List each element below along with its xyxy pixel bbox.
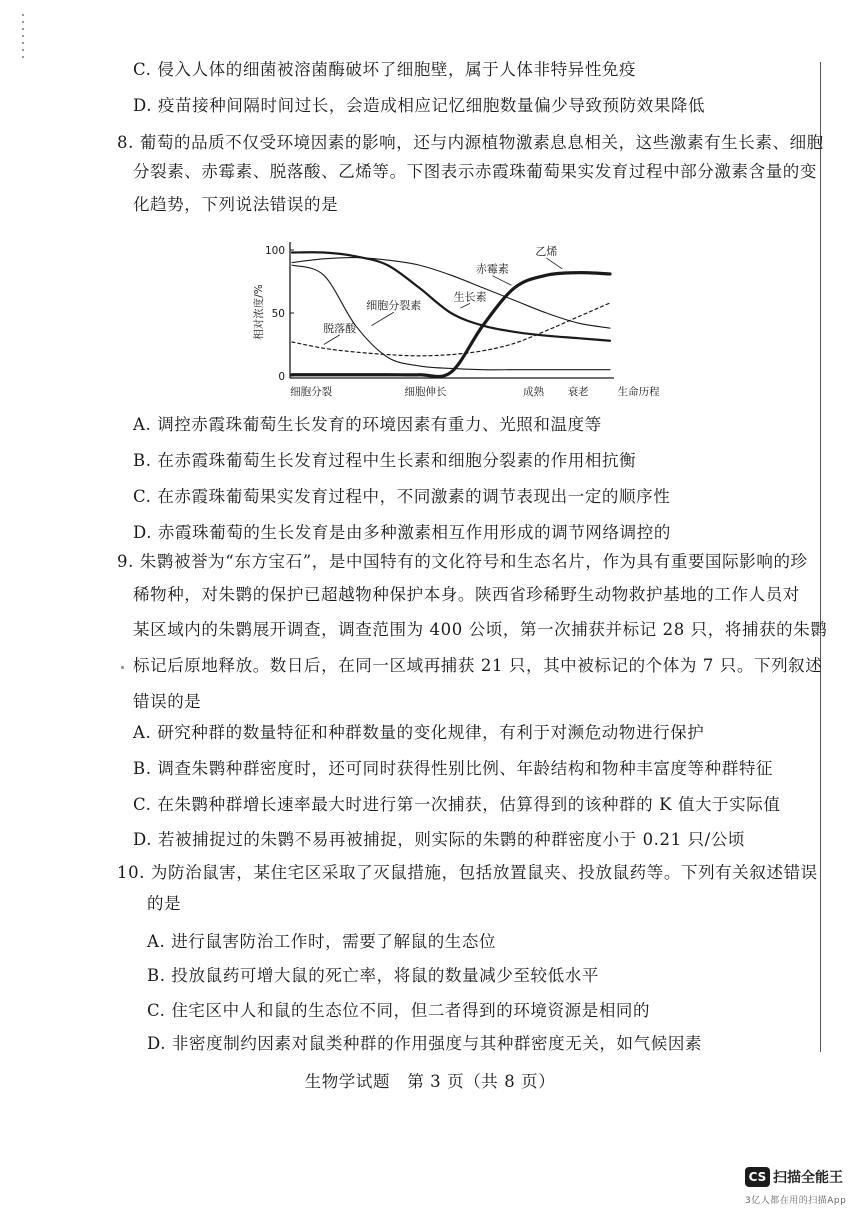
series-leader-line — [546, 258, 562, 269]
chart-axes — [290, 242, 614, 378]
series-label: 生长素 — [453, 290, 487, 304]
q9-option-a: A. 研究种群的数量特征和种群数量的变化规律，有利于对濒危动物进行保护 — [133, 723, 705, 742]
q9-stem-line-1: 9. 朱鹮被誉为“东方宝石”，是中国特有的文化符号和生态名片，作为具有重要国际影响的珍 — [117, 552, 808, 571]
chart-y-label: 相对浓度/% — [253, 284, 265, 340]
q9-stem-line-3: 某区域内的朱鹮展开调查，调查范围为 400 公顷，第一次捕获并标记 28 只，将捕获的朱鹮 — [133, 620, 828, 639]
series-leader-line — [492, 276, 511, 286]
q8-stem-line-2: 分裂素、赤霉素、脱落酸、乙烯等。下图表示赤霞珠葡萄果实发育过程中部分激素含量的变 — [133, 162, 817, 181]
scanner-tagline: 3亿人都在用的扫描App — [745, 1196, 847, 1206]
series-leader-line — [461, 303, 471, 308]
scanner-app-name: 扫描全能王 — [773, 1169, 843, 1186]
series-leader-line — [324, 335, 340, 345]
q10-option-d: D. 非密度制约因素对鼠类种群的作用强度与其种群密度无关，如气候因素 — [147, 1034, 703, 1053]
x-stage-label: 衰老 — [567, 386, 589, 398]
q8-stem-line-3: 化趋势，下列说法错误的是 — [133, 195, 339, 214]
q8-option-d: D. 赤霞珠葡萄的生长发育是由多种激素相互作用形成的调节网络调控的 — [133, 523, 671, 542]
q10-stem-line-1: 10. 为防治鼠害，某住宅区采取了灭鼠措施，包括放置鼠夹、投放鼠药等。下列有关叙述错误 — [117, 863, 818, 882]
scanner-watermark — [745, 1166, 843, 1187]
page-right-rule — [820, 62, 821, 1052]
x-stage-label: 细胞分裂 — [290, 386, 333, 398]
q9-stem-line-4: 标记后原地释放。数日后，在同一区域再捕获 21 只，其中被标记的个体为 7 只。下列叙述 — [133, 656, 823, 675]
series-line — [292, 258, 610, 329]
hormone-chart — [248, 232, 660, 404]
q9-option-d: D. 若被捕捉过的朱鹮不易再被捕捉，则实际的朱鹮的种群密度小于 0.21 只/公顷 — [133, 830, 746, 849]
x-stage-label: 生命历程 — [617, 386, 660, 398]
q8-option-c: C. 在赤霞珠葡萄果实发育过程中，不同激素的调节表现出一定的顺序性 — [133, 487, 671, 506]
q10-option-b: B. 投放鼠药可增大鼠的死亡率，将鼠的数量减少至较低水平 — [147, 966, 599, 985]
series-label: 赤霉素 — [475, 262, 509, 276]
series-label: 乙烯 — [535, 245, 558, 259]
series-line — [292, 265, 610, 370]
q7-option-c: C. 侵入人体的细菌被溶菌酶破坏了细胞壁，属于人体非特异性免疫 — [133, 60, 637, 79]
series-label: 脱落酸 — [323, 321, 357, 335]
q10-option-c: C. 住宅区中人和鼠的生态位不同，但二者得到的环境资源是相同的 — [147, 1001, 651, 1020]
q9-option-c: C. 在朱鹮种群增长速率最大时进行第一次捕获，估算得到的该种群的 K 值大于实际值 — [133, 795, 781, 814]
q8-option-a: A. 调控赤霞珠葡萄生长发育的环境因素有重力、光照和温度等 — [133, 415, 602, 434]
q9-stem-line-5: 错误的是 — [133, 692, 202, 711]
q7-option-d: D. 疫苗接种间隔时间过长，会造成相应记忆细胞数量偏少导致预防效果降低 — [133, 96, 706, 115]
x-stage-label: 成熟 — [523, 386, 545, 398]
q10-option-a: A. 进行鼠害防治工作时，需要了解鼠的生态位 — [147, 932, 497, 951]
y-tick-label: 100 — [264, 245, 285, 257]
q9-option-b: B. 调查朱鹮种群密度时，还可同时获得性别比例、年龄结构和物种丰富度等种群特征 — [133, 759, 774, 778]
q8-option-b: B. 在赤霞珠葡萄生长发育过程中生长素和细胞分裂素的作用相抗衡 — [133, 451, 637, 470]
series-leader-line — [372, 312, 394, 325]
page-footer: 生物学试题 第 3 页（共 8 页） — [304, 1072, 556, 1091]
series-label: 细胞分裂素 — [366, 299, 422, 313]
y-tick-label: 50 — [271, 308, 285, 320]
scan-speck-marks — [22, 14, 24, 62]
q9-stem-line-2: 稀物种，对朱鹮的保护已超越物种保护本身。陕西省珍稀野生动物救护基地的工作人员对 — [133, 585, 800, 604]
q10-stem-line-2: 的是 — [147, 894, 182, 913]
scan-dust-dot — [121, 666, 124, 669]
q8-stem-line-1: 8. 葡萄的品质不仅受环境因素的影响，还与内源植物激素息息相关，这些激素有生长素、细胞 — [117, 133, 824, 152]
x-stage-label: 细胞伸长 — [404, 386, 447, 398]
scanner-logo-icon: CS — [745, 1167, 770, 1187]
y-tick-label: 0 — [278, 371, 285, 383]
